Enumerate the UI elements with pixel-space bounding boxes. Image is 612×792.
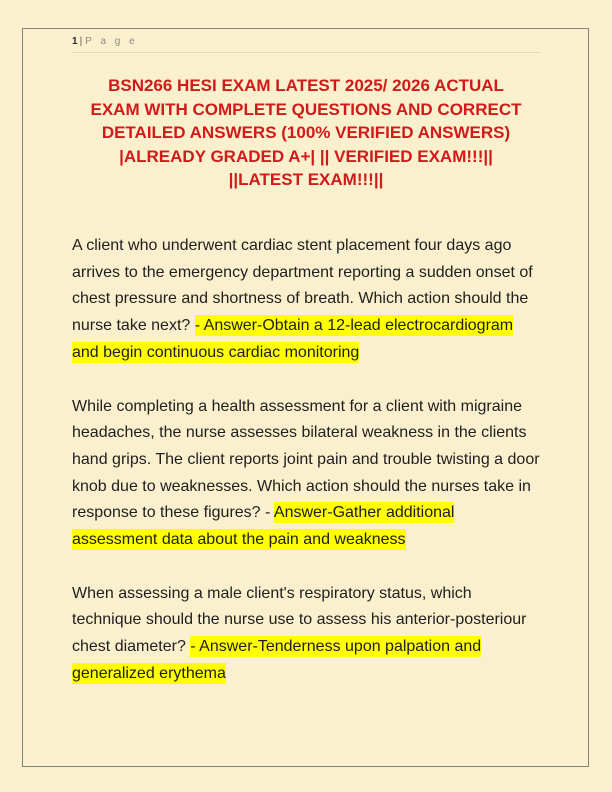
title-line: ||LATEST EXAM!!!|| <box>228 170 384 189</box>
header-rule <box>72 52 540 53</box>
page-header-separator: | <box>79 36 84 47</box>
title-line: BSN266 HESI EXAM LATEST 2025/ 2026 ACTUAL <box>108 76 504 95</box>
title-line: DETAILED ANSWERS (100% VERIFIED ANSWERS) <box>101 123 511 142</box>
page-number: 1 <box>72 36 78 47</box>
questions-section <box>72 233 542 715</box>
document-title <box>66 74 546 192</box>
question-text: While completing a health assessment for a client with migraine headaches, the nurse assesses bilateral weakness in the clients hand grips. The client reports joint pain and trouble twisting a door knob due to weaknesses. Which action should the nurses take in response to these figures? - <box>72 397 540 522</box>
question-text: A client who underwent cardiac stent placement four days ago arrives to the emergency department reporting a sudden onset of chest pressure and shortness of breath. Which action should the nurse take next? <box>72 237 533 335</box>
answer-highlight: - Answer-Tenderness upon palpation and generalized erythema <box>72 638 482 682</box>
title-line: EXAM WITH COMPLETE QUESTIONS AND CORRECT <box>90 99 522 119</box>
title-line: |ALREADY GRADED A+| || VERIFIED EXAM!!!|| <box>119 146 493 166</box>
page-label: P a g e <box>85 36 138 47</box>
answer-highlight: Answer-Gather additional assessment data about the pain and weakness <box>72 504 455 549</box>
page-header <box>72 36 540 53</box>
answer-highlight: - Answer-Obtain a 12-lead electrocardiogram and begin continuous cardiac monitoring <box>72 317 514 361</box>
question-paragraph <box>72 581 542 688</box>
question-paragraph <box>72 394 542 554</box>
page-header-text <box>72 36 540 47</box>
question-text: When assessing a male client's respiratory status, which technique should the nurse use to assess his anterior-posteriour chest diameter? <box>72 584 527 656</box>
question-paragraph <box>72 233 542 367</box>
